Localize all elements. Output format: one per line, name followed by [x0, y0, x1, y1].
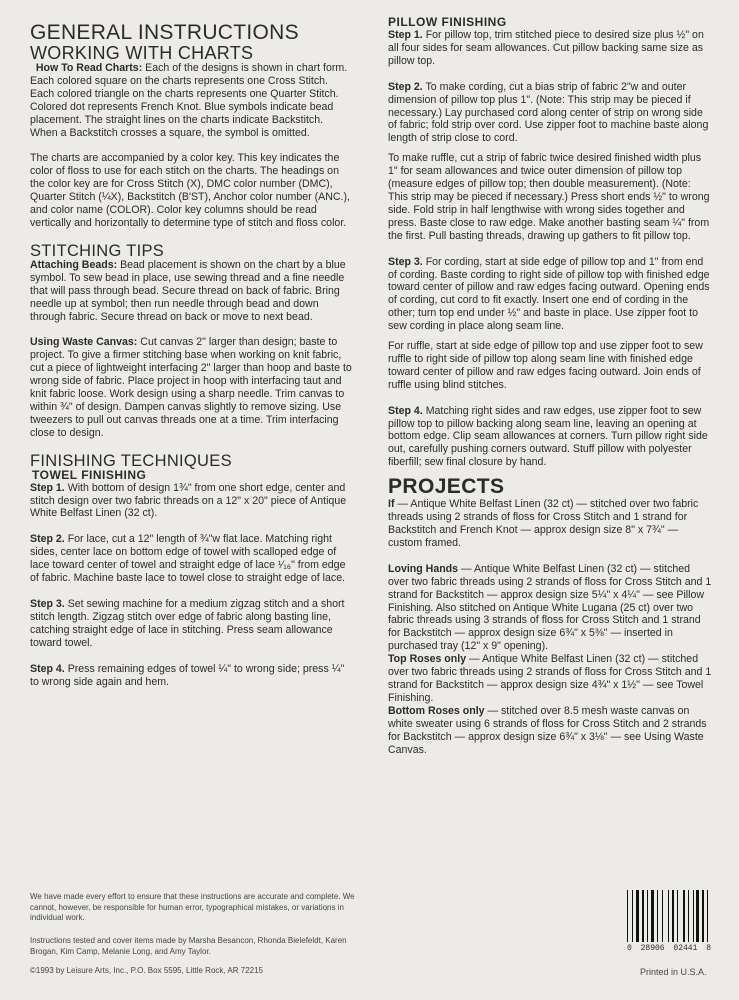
barcode-numbers: [627, 944, 711, 953]
barcode-bars: [627, 890, 711, 942]
how-to-read-text: Each of the designs is shown in chart form. Each colored square on the charts represents one Cross Stitch. Each colored triangle on the charts represents one Quarter Stitch. Colored dot represents French Knot. Blue symbols indicate bead placement. The straight lines on the charts indicate Backstitch. When a Backstitch crosses a square, the symbol is omitted.: [30, 62, 348, 139]
credits-text: Instructions tested and cover items made by Marsha Besancon, Rhonda Bielefeldt, Karen Brogan, Kim Camp, Melanie Long, and Amy Taylor.: [30, 936, 347, 956]
project-text: — Antique White Belfast Linen (32 ct) — stitched over two fabric threads using 2 strands of floss for Cross Stitch and 1 strand for Backstitch — approx design size 4¾" x 1½" — see Towel Finishing.: [388, 653, 712, 704]
barcode-bar: [634, 890, 635, 942]
barcode-bar: [677, 890, 678, 942]
step-text: For cording, start at side edge of pillow top and 1" from end of cording. Baste cording to right side of pillow top with finished edge toward center of pillow and raw edges facing outward. Opening ends of cording, cut cord to fit exactly. Insert one end of cording in the other; turn top end under ½" and baste in place. Use zipper foot to sew cording in place along seam line.: [388, 255, 710, 333]
barcode-bar: [640, 890, 641, 942]
barcode-bar: [632, 890, 633, 942]
attaching-beads-label: Attaching Beads:: [30, 258, 118, 271]
waste-canvas-text: Cut canvas 2" larger than design; baste to project. To give a firmer stitching base when working on knit fabric, cut a piece of lightweight interfacing 2" larger than hoop and baste to wrong side of fabric. Place project in hoop with interfacing taut and knit fabric loose. Work design using a sharp needle. Trim canvas to within ¾" of design. Dampen canvas slightly to remove sizing. Use tweezers to pull out canvas threads one at a time. Trim interfacing close to design.: [30, 336, 352, 439]
step-text: To make ruffle, cut a strip of fabric twice desired finished width plus 1" for seam allowances and twice outer dimension of pillow top (measure edges of pillow top; then double measurement). (Note: This strip may be pieced if necessary.) Press short ends ½" to wrong side. Fold strip in half lengthwise with wrong sides together and press. Baste close to raw edge. Make another basting seam ¼" from the first. Pull basting threads, drawing up gathers to fit pillow top.: [388, 152, 710, 242]
copyright-text: ©1993 by Leisure Arts, Inc., P.O. Box 5595, Little Rock, AR 72215: [30, 966, 263, 975]
step-label: Step 1.: [30, 481, 65, 494]
step-text: Matching right sides and raw edges, use zipper foot to sew pillow top to pillow backing along seam line, leaving an opening at bottom edge. Clip seam allowances at corners. Turn pillow right side out, carefully pushing corners outward. Stuff pillow with polyester fiberfill; sew final closure by hand.: [388, 404, 708, 469]
barcode-bar: [679, 890, 682, 942]
how-to-read-charts-paragraph: [30, 62, 352, 139]
towel-step-3: [30, 598, 352, 650]
pillow-ruffle-make: [388, 152, 713, 242]
project-bottom-roses: [388, 705, 713, 757]
printed-in-usa: Printed in U.S.A.: [640, 967, 707, 977]
how-to-read-label: How To Read Charts:: [35, 62, 143, 74]
barcode-number-mid1: 28906: [640, 944, 665, 953]
pillow-step-3: [388, 256, 713, 333]
pillow-step-1: [388, 29, 713, 68]
project-loving-hands: [388, 563, 713, 653]
step-label: Step 2.: [30, 533, 65, 546]
barcode-bar: [636, 890, 639, 942]
barcode-bar: [627, 890, 628, 942]
step-text: For pillow top, trim stitched piece to desired size plus ½" on all four sides for seam allowances. Cut pillow backing same size as pillow top.: [388, 29, 704, 67]
attaching-beads-text: Bead placement is shown on the chart by a blue symbol. To sew bead in place, use sewing thread and a fine needle that will pass through bead. Secure thread on back of fabric. Bring needle up at symbol; then run needle through bead and down through fabric. Secure thread on back or move to next bead.: [30, 258, 346, 323]
step-label: Step 3.: [388, 255, 423, 268]
working-with-charts-title: WORKING WITH CHARTS: [30, 43, 254, 63]
finishing-techniques-title: FINISHING TECHNIQUES: [30, 451, 232, 470]
attaching-beads-paragraph: [30, 259, 352, 324]
barcode-bar: [702, 890, 704, 942]
left-column: [30, 22, 352, 688]
step-text: For lace, cut a 12" length of ¾"w flat lace. Matching right sides, center lace on bottom edge of towel with scalloped edge of lace toward center of towel and straight edge of lace ¹⁄₁₆" from edge of fabric. Machine baste lace to towel close to straight edge of lace.: [30, 533, 346, 585]
barcode-bar: [709, 890, 711, 942]
barcode-bar: [659, 890, 661, 942]
barcode-bar: [707, 890, 708, 942]
barcode-bar: [657, 890, 658, 942]
step-label: Step 1.: [388, 29, 423, 41]
project-if: [388, 498, 713, 550]
barcode: [627, 890, 711, 955]
pillow-step-4: [388, 405, 713, 470]
barcode-bar: [690, 890, 692, 942]
barcode-bar: [686, 890, 687, 942]
project-text: — Antique White Belfast Linen (32 ct) — stitched over two fabric threads using 2 strands of floss for Cross Stitch and 1 strand for Backstitch — approx design size 5¼" x 4¼" — see Pillow Finishing. Also stitched on Antique White Lugana (25 ct) over two fabric threads using 3 strands of floss for Cross Stitch and 1 strand for Backstitch — approx design size 6¾" x 5⅜" — inserted in purchased tray (12" x 9" opening).: [388, 562, 712, 653]
barcode-bar: [670, 890, 671, 942]
barcode-bar: [700, 890, 701, 942]
project-text: — Antique White Belfast Linen (32 ct) — stitched over two fabric threads using 2 strands of floss for Cross Stitch and 1 strand for Backstitch and French Knot — approx design size 8" x 7¾" — custom framed.: [388, 498, 699, 549]
barcode-bar: [642, 890, 644, 942]
step-label: Step 4.: [30, 662, 65, 675]
barcode-bar: [651, 890, 654, 942]
waste-canvas-paragraph: [30, 336, 352, 439]
pillow-ruffle-sew: [388, 340, 713, 392]
towel-step-2: [30, 533, 352, 585]
barcode-bar: [696, 890, 699, 942]
towel-finishing-title: TOWEL FINISHING: [32, 467, 147, 482]
barcode-bar: [649, 890, 651, 942]
color-key-paragraph: The charts are accompanied by a color key. This key indicates the color of floss to use for each stitch on the charts. The headings on the color key are for Cross Stitch (X), DMC color number (DMC), Quarter Stitch (¼X), Backstitch (B'ST), Anchor color number (ANC.), and color name (COLOR). Color key columns should be read vertically and horizontally to determine type of stitch and floss color.: [30, 152, 350, 229]
barcode-number-mid2: 02441: [673, 944, 698, 953]
towel-step-1: [30, 482, 352, 521]
step-text: Press remaining edges of towel ¼" to wrong side; press ¼" to wrong side again and hem.: [30, 662, 345, 688]
barcode-bar: [655, 890, 656, 942]
barcode-bar: [693, 890, 694, 942]
step-label: Step 2.: [388, 80, 423, 93]
barcode-bar: [645, 890, 646, 942]
towel-step-4: [30, 663, 352, 689]
barcode-bar: [705, 890, 706, 942]
project-label: If: [388, 498, 395, 511]
barcode-bar: [668, 890, 669, 942]
barcode-bar: [695, 890, 696, 942]
step-label: Step 3.: [30, 598, 65, 610]
barcode-bar: [683, 890, 685, 942]
right-column: [388, 16, 713, 756]
project-text: — stitched over 8.5 mesh waste canvas on white sweater using 6 strands of floss for Cross Stitch and 2 strands for Backstitch — approx design size 6¾" x 3⅛" — see Using Waste Canvas.: [388, 704, 707, 756]
barcode-bar: [662, 890, 663, 942]
step-text: To make cording, cut a bias strip of fabric 2"w and outer dimension of pillow top plus 1". (Note: This strip may be pieced if necessary.) Lay purchased cord along center of strip on wrong side of fabric; fold strip over cord. Use zipper foot to machine baste along length of strip close to cord.: [388, 80, 709, 145]
project-label: Bottom Roses only: [388, 704, 485, 717]
project-top-roses: [388, 653, 713, 705]
step-text: For ruffle, start at side edge of pillow top and use zipper foot to sew ruffle to right side of pillow top along seam line with finished edge toward center of pillow and raw edges facing outward. Join ends of ruffle using blind stitches.: [388, 340, 703, 391]
general-instructions-title: GENERAL INSTRUCTIONS: [30, 21, 299, 44]
project-label: Top Roses only: [388, 653, 467, 666]
stitching-tips-title: STITCHING TIPS: [30, 241, 165, 260]
barcode-bar: [664, 890, 667, 942]
pillow-finishing-title: PILLOW FINISHING: [388, 15, 507, 29]
waste-canvas-label: Using Waste Canvas:: [30, 336, 138, 349]
projects-title: PROJECTS: [388, 475, 505, 499]
barcode-bar: [647, 890, 648, 942]
step-label: Step 4.: [388, 404, 423, 417]
barcode-bar: [675, 890, 676, 942]
step-text: With bottom of design 1¾" from one short edge, center and stitch design over two fabric threads on a 12" x 20" piece of Antique White Belfast Linen (32 ct).: [30, 481, 347, 520]
step-text: Set sewing machine for a medium zigzag stitch and a short stitch length. Zigzag stitch over edge of fabric along basting line, catching straight edge of lace in stitching. Press seam allowance toward towel.: [30, 598, 345, 649]
barcode-bar: [672, 890, 674, 942]
barcode-number-left: 0: [627, 944, 632, 953]
barcode-number-right: 8: [706, 944, 711, 953]
pillow-step-2: [388, 81, 713, 146]
disclaimer-text: We have made every effort to ensure that these instructions are accurate and complete. We cannot, however, be responsible for human error, typographical mistakes, or variations in individual work.: [30, 892, 355, 922]
barcode-bar: [629, 890, 631, 942]
barcode-bar: [688, 890, 689, 942]
project-label: Loving Hands: [388, 562, 459, 575]
